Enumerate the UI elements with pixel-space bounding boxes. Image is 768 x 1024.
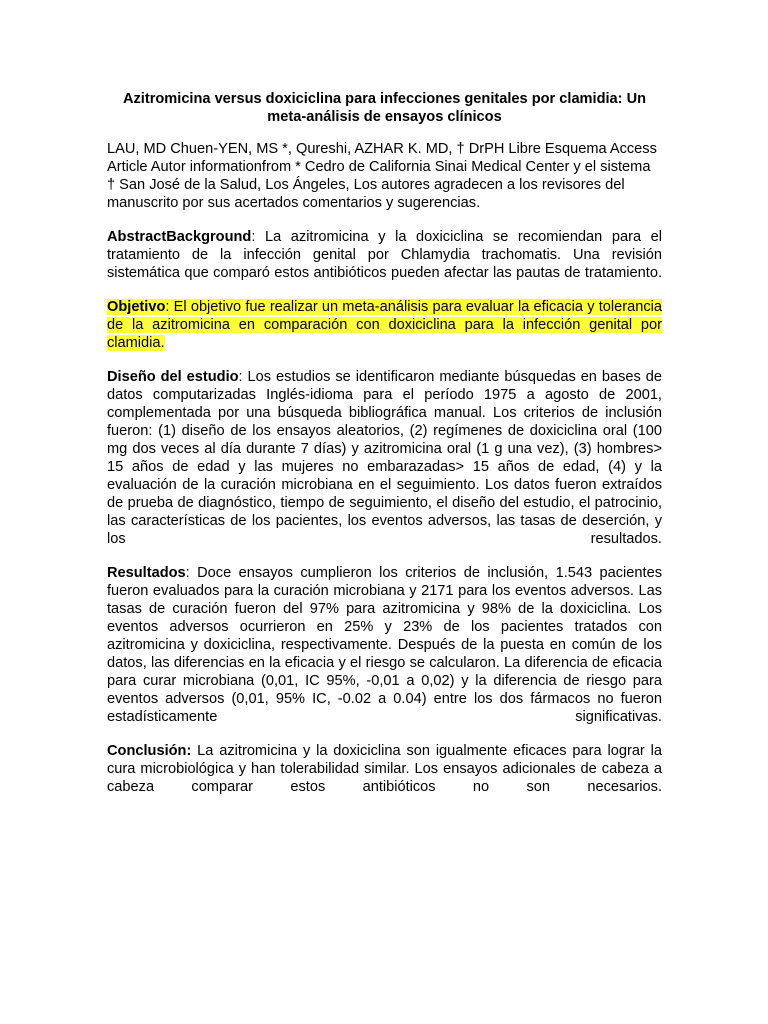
objective-section: [107, 298, 662, 352]
objective-highlight: [107, 299, 662, 351]
results-section: [107, 564, 662, 726]
results-text: : Doce ensayos cumplieron los criterios de inclusión, 1.543 pacientes fueron evaluados para la curación microbiana y 2171 para los eventos adversos. Las tasas de curación fueron del 97% para azitromicina y 98% de la doxiciclina. Los eventos adversos ocurrieron en 25% y 23% de los pacientes tratados con azitromicina y doxiciclina, respectivamente. Después de la puesta en común de los datos, las diferencias en la eficacia y el riesgo se calcularon. La diferencia de eficacia para curar microbiana (0,01, IC 95%, -0,01 a 0,02) y la diferencia de riesgo para eventos adversos (0,01, 95% IC, -0.02 a 0.04) entre los dos fármacos no fueron estadísticamente significativas.: [107, 565, 662, 725]
study-design-text: : Los estudios se identificaron mediante búsquedas en bases de datos computarizadas Inglés-idioma para el período 1975 a agosto de 2001, complementada por una búsqueda bibliográfica manual. Los criterios de inclusión fueron: (1) diseño de los ensayos aleatorios, (2) regímenes de doxiciclina oral (100 mg dos veces al día durante 7 días) y azitromicina oral (1 g una vez), (3) hombres> 15 años de edad y las mujeres no embarazadas> 15 años de edad, (4) y la evaluación de la curación microbiana en el seguimiento. Los datos fueron extraídos de prueba de diagnóstico, tiempo de seguimiento, el diseño del estudio, el patrocinio, las características de los pacientes, los eventos adversos, las tasas de deserción, y los resultados.: [107, 369, 663, 547]
study-design-label: Diseño del estudio: [107, 369, 239, 385]
results-label: Resultados: [107, 565, 186, 581]
abstract-background-section: [107, 228, 662, 282]
conclusion-label: Conclusión:: [107, 743, 192, 759]
document-title: Azitromicina versus doxiciclina para infecciones genitales por clamidia: Un meta-análisis de ensayos clínicos: [122, 91, 647, 125]
document-page: [107, 90, 662, 812]
author-affiliations: LAU, MD Chuen-YEN, MS *, Qureshi, AZHAR K. MD, † DrPH Libre Esquema Access Article Autor informationfrom * Cedro de California Sinai Medical Center y el sistema † San José de la Salud, Los Ángeles, Los autores agradecen a los revisores del manuscrito por sus acertados comentarios y sugerencias.: [107, 141, 657, 211]
abstract-background-label: AbstractBackground: [107, 229, 252, 245]
objective-label: Objetivo: [107, 299, 166, 315]
objective-text: : El objetivo fue realizar un meta-análisis para evaluar la eficacia y tolerancia de la azitromicina en comparación con doxiciclina para la infección genital por clamidia.: [107, 299, 662, 351]
abstract-background-text: : La azitromicina y la doxiciclina se recomiendan para el tratamiento de la infección genital por Chlamydia trachomatis. Una revisión sistemática que comparó estos antibióticos pueden afectar las pautas de tratamiento.: [107, 229, 662, 281]
conclusion-section: [107, 742, 662, 796]
study-design-section: [107, 368, 662, 548]
conclusion-text: La azitromicina y la doxiciclina son igualmente eficaces para lograr la cura microbiológica y han tolerabilidad similar. Los ensayos adicionales de cabeza a cabeza comparar estos antibióticos no son necesarios.: [107, 743, 662, 795]
